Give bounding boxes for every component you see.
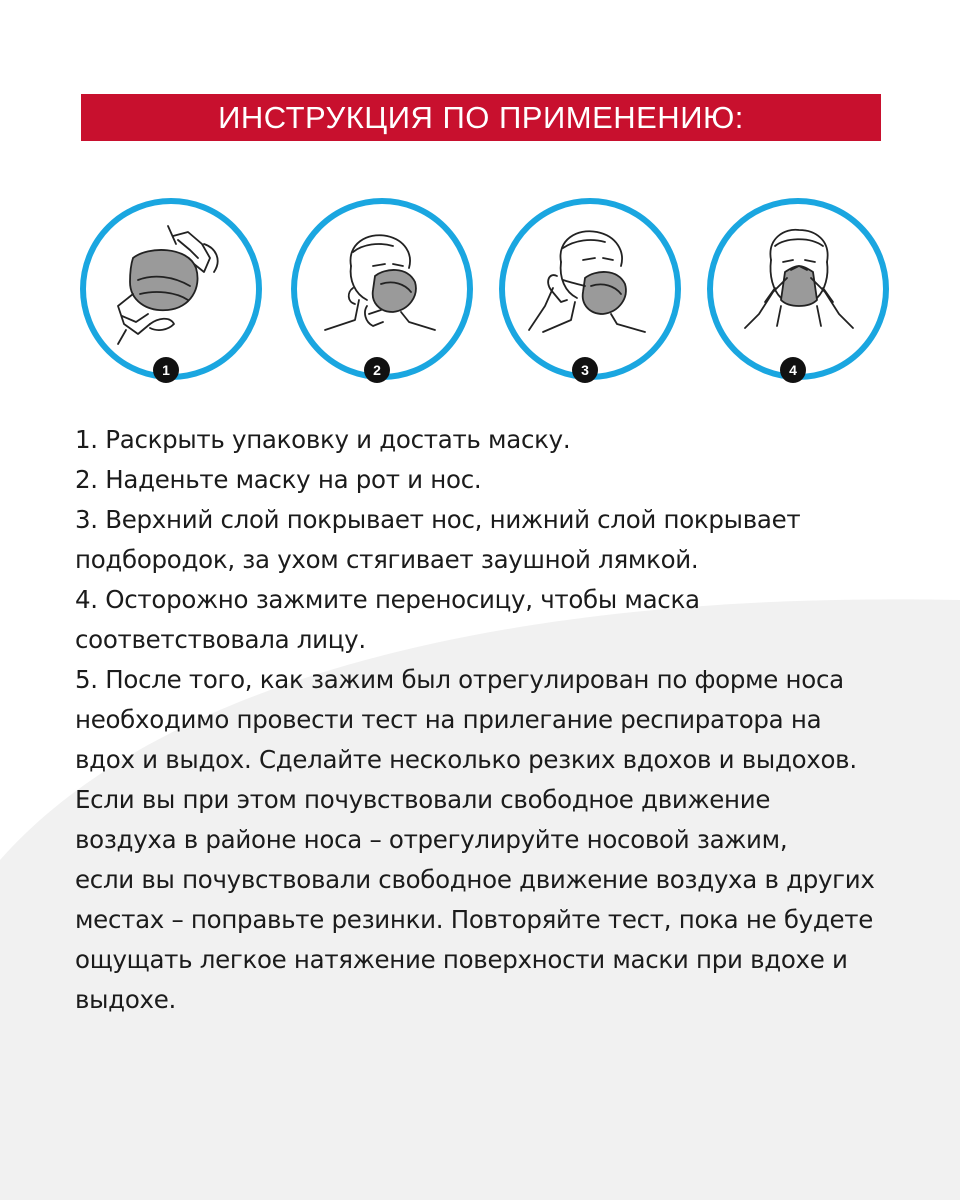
instruction-line: если вы почувствовали свободное движение воздуха в других — [75, 865, 875, 894]
step-illustrations — [0, 0, 960, 400]
step-number-badge: 3 — [572, 357, 598, 383]
instruction-line: 1. Раскрыть упаковку и достать маску. — [75, 425, 571, 454]
instruction-line: воздуха в районе носа – отрегулируйте носовой зажим, — [75, 825, 788, 854]
adjust-ear-loop-icon — [497, 196, 683, 382]
instruction-line: местах – поправьте резинки. Повторяйте тест, пока не будете — [75, 905, 874, 934]
instruction-line: соответствовала лицу. — [75, 625, 366, 654]
page-title: ИНСТРУКЦИЯ ПО ПРИМЕНЕНИЮ: — [218, 99, 744, 135]
step-number-badge: 4 — [780, 357, 806, 383]
instruction-line: 4. Осторожно зажмите переносицу, чтобы маска — [75, 585, 700, 614]
pinch-nose-clip-icon — [705, 196, 891, 382]
instruction-line: выдохе. — [75, 985, 176, 1014]
instructions-text — [75, 420, 905, 1020]
step-number-badge: 2 — [364, 357, 390, 383]
open-mask-package-icon — [78, 196, 264, 382]
step-1 — [78, 196, 264, 386]
instruction-line: 3. Верхний слой покрывает нос, нижний слой покрывает — [75, 505, 801, 534]
step-2 — [289, 196, 475, 386]
instruction-line: 2. Наденьте маску на рот и нос. — [75, 465, 482, 494]
instruction-line: вдох и выдох. Сделайте несколько резких вдохов и выдохов. — [75, 745, 857, 774]
instruction-line: ощущать легкое натяжение поверхности маски при вдохе и — [75, 945, 848, 974]
instruction-line: Если вы при этом почувствовали свободное движение — [75, 785, 771, 814]
instruction-line: необходимо провести тест на прилегание респиратора на — [75, 705, 822, 734]
step-3 — [497, 196, 683, 386]
instruction-line: 5. После того, как зажим был отрегулирован по форме носа — [75, 665, 844, 694]
put-on-mask-icon — [289, 196, 475, 382]
step-number-badge: 1 — [153, 357, 179, 383]
instruction-line: подбородок, за ухом стягивает заушной лямкой. — [75, 545, 699, 574]
step-4 — [705, 196, 891, 386]
